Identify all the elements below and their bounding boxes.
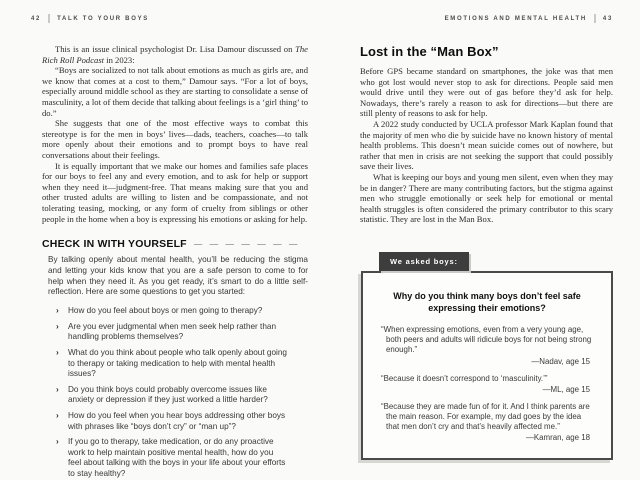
intro-suffix: in 2023: [104,54,135,65]
paragraph: Before GPS became standard on smartphones, the joke was that men who got lost would never stop to ask for directions. People said men would drive until they were out of gas before they’d ask for help. Nowadays, there’s rarely a reason to ask for directions—but there are still plenty of reasons to ask for help. [360,66,613,119]
dashed-rule: — — — — — — — [193,239,300,250]
check-in-section [42,238,308,479]
question-text: How do you feel about boys or men going to therapy? [68,305,263,315]
check-in-intro: By talking openly about mental health, you’ll be reducing the stigma and letting your kids know that you are a safe person to come to for help when they need it. As you get ready, it’s smart to do a little self-reflection. Here are some questions to get you started: [48,255,308,297]
header-divider [48,14,50,23]
callout-tab-label: We asked boys: [379,252,469,271]
right-chapter-title: EMOTIONS AND MENTAL HEALTH [444,15,587,22]
list-item [56,385,288,406]
left-page-body [42,44,308,479]
header-divider [594,14,596,23]
paragraph: She suggests that one of the most effective ways to combat this stereotype is for the men in boys’ lives—dads, teachers, coaches—to talk more openly about their emotions and to prompt boys to have real conversations about their feelings. [42,118,308,160]
question-text: Are you ever judgmental when men seek help rather than handling problems themselves? [68,321,276,342]
question-text: If you go to therapy, take medication, or do any proactive work to help maintain positive mental health, how do you feel about talking with the boys in your life about your efforts to stay healthy? [68,437,286,478]
paragraph: A 2022 study conducted by UCLA professor Mark Kaplan found that the majority of men who die by suicide have no known history of mental health problems. This doesn’t mean suicide comes out of nowhere, but rather that men in crisis are not seeking the support that could possibly save their lives. [360,118,613,172]
check-in-heading-row [42,238,308,250]
right-body-text [360,66,613,225]
quote-attribution: —ML, age 15 [542,384,590,394]
list-item [56,348,288,379]
list-item [56,437,288,479]
callout-box [361,271,613,460]
arrow-bullet-icon: › [56,305,59,315]
we-asked-boys-callout [361,257,613,460]
left-chapter-title: TALK TO YOUR BOYS [57,15,149,22]
question-text: What do you think about people who talk openly about going to therapy or taking medication to help with mental health issues? [68,348,287,378]
quote-text: “Because it doesn’t correspond to ‘masculinity.’” [381,373,548,383]
left-page-number: 42 [31,15,42,22]
arrow-bullet-icon: › [56,384,59,394]
list-item [56,322,288,343]
arrow-bullet-icon: › [56,411,59,421]
check-in-title: CHECK IN WITH YOURSELF [42,238,187,251]
left-body-text [42,44,308,224]
question-text: Do you think boys could probably overcome issues like anxiety or depression if they just worked a little harder? [68,384,268,405]
arrow-bullet-icon: › [56,348,59,358]
quote-text: “Because they are made fun of for it. And I think parents are the main reason. For example, my dad goes by the idea that men don’t cry and that’s heavily affected me.” [381,401,590,432]
quote-attribution: —Nadav, age 15 [531,356,590,366]
right-running-header [445,14,613,23]
question-text: How do you feel when you hear boys addressing other boys with phrases like “boys don’t cry” or “man up”? [68,411,286,431]
list-item [56,411,288,432]
page-title: Lost in the “Man Box” [360,44,499,59]
quote-text: “When expressing emotions, even from a very young age, both peers and adults will ridicule boys for not being strong enough.” [381,325,592,355]
question-list [56,306,288,479]
quote-attribution: —Kamran, age 18 [525,433,590,443]
right-page-number: 43 [602,15,613,22]
right-page-body [360,44,613,443]
arrow-bullet-icon: › [56,321,59,331]
paragraph: It is equally important that we make our homes and families safe places for our boys to feel any and every emotion, and to ask for help or support when they need it—judgment-free. That means making sure that you and other trusted adults are willing to listen and be compassionate, and not tolerating teasing, mocking, or any form of cruelty from siblings or other people in the home when a boy is expressing his emotions or asking for help. [42,160,308,224]
list-item [56,306,288,316]
podcast-title: The Rich Roll Podcast [42,44,308,65]
intro-prefix: This is an issue clinical psychologist Dr. Lisa Damour discussed on [55,44,296,54]
left-running-header [31,14,149,23]
arrow-bullet-icon: › [56,437,59,447]
paragraph-intro [42,44,308,65]
paragraph: “Boys are socialized to not talk about emotions as much as girls are, and we know that comes at a cost to them,” Damour says. “For a lot of boys, especially around middle school as they are starting to consolidate a sense of masculinity, a lot of them decide that talking about feelings is a ‘girl thing’ to do.” [42,65,308,118]
paragraph: What is keeping our boys and young men silent, even when they may be in danger? There are many contributing factors, but the stigma against men who struggle emotionally or seek help for emotional or mental health struggles is often considered the primary contributor to this scary statistic. They are lost in the Man Box. [360,171,613,225]
callout-question: Why do you think many boys don’t feel safe expressing their emotions? [393,291,581,313]
